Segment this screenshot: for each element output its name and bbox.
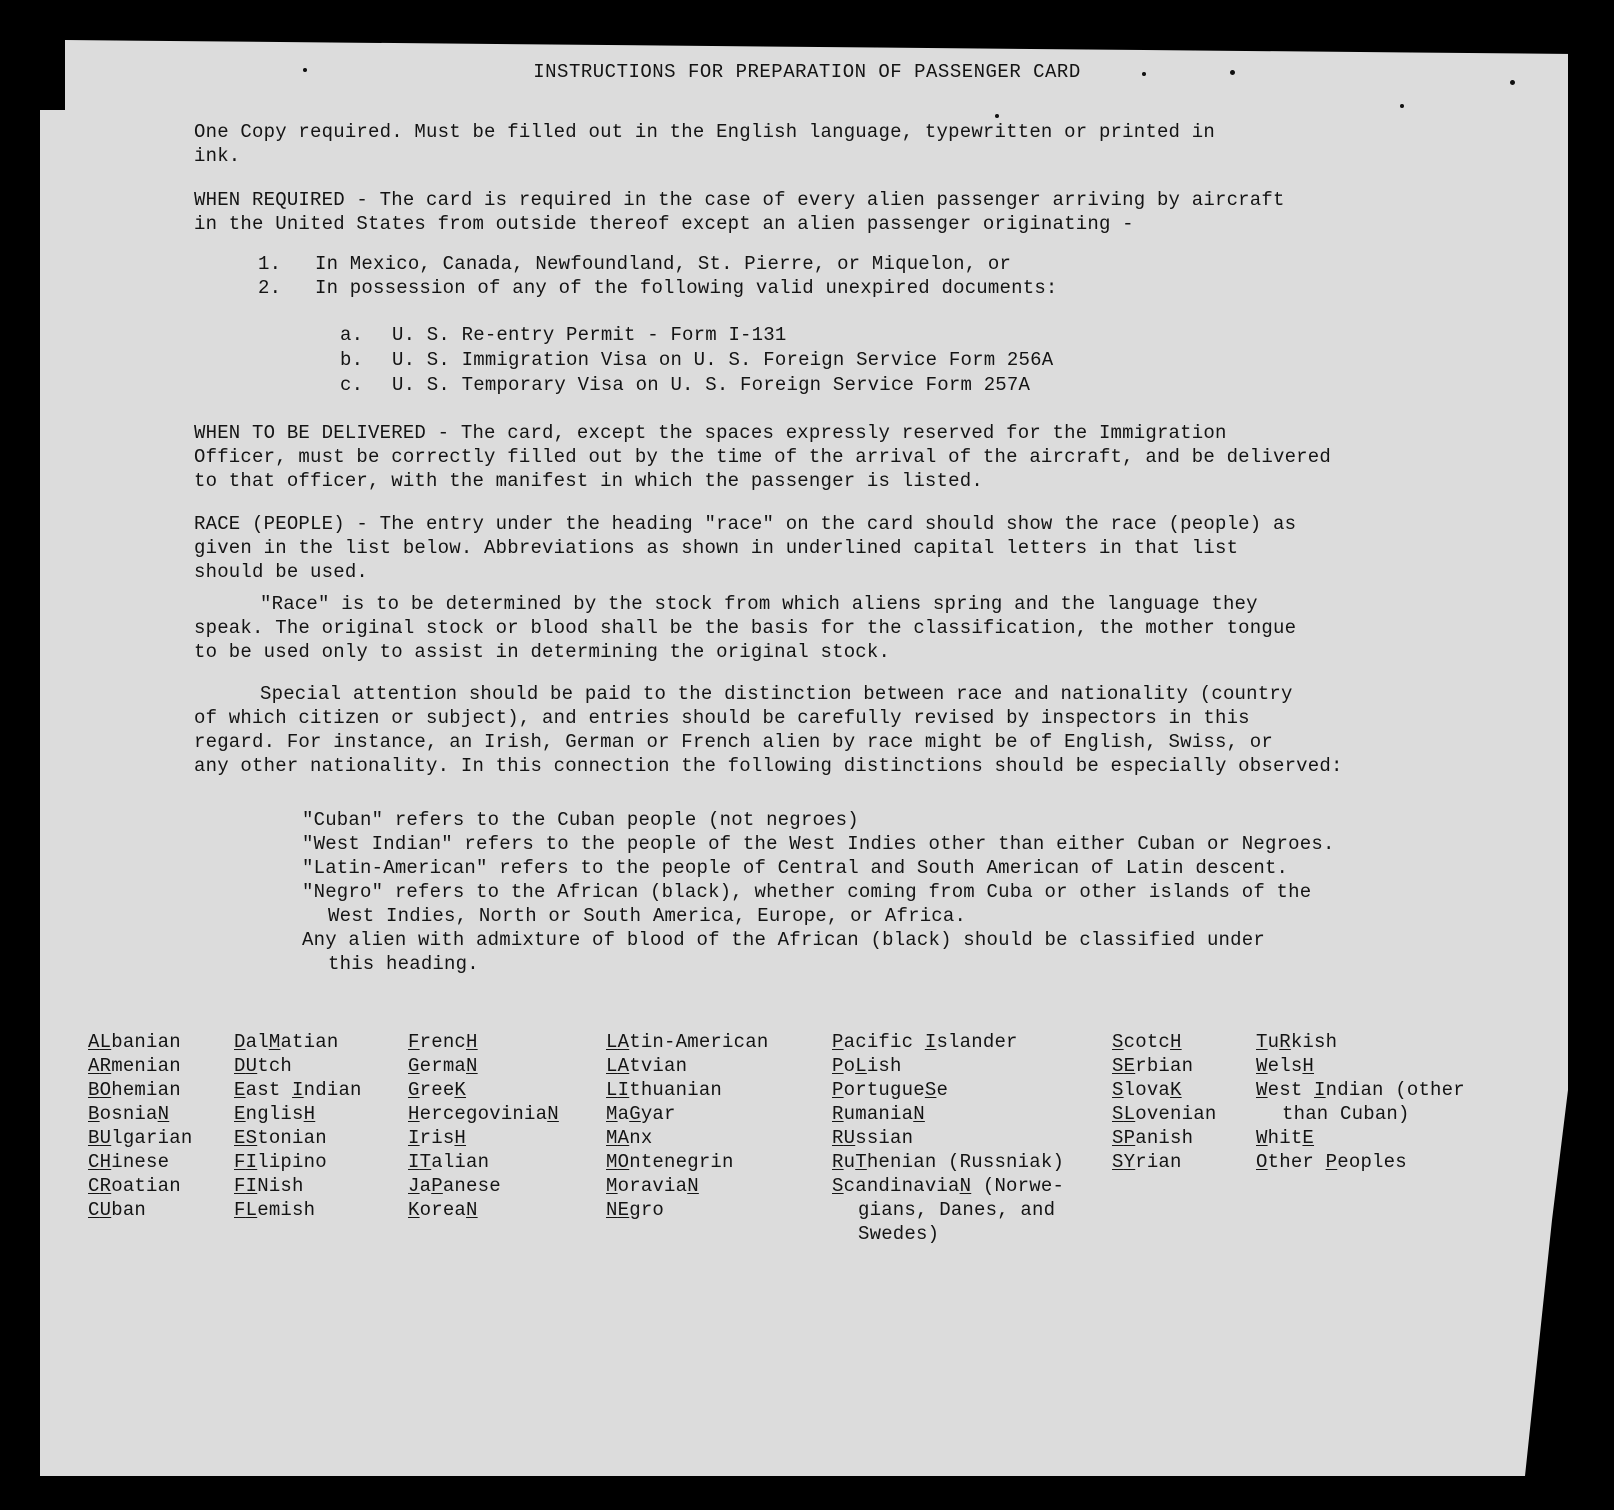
text-line: regard. For instance, an Irish, German or French alien by race might be of English, Swiss, or xyxy=(194,731,1273,753)
documents-list xyxy=(340,323,1053,398)
race-definition-paragraph xyxy=(194,592,1524,664)
race-column xyxy=(1256,1030,1465,1174)
race-item: SYrian xyxy=(1112,1151,1182,1173)
list-item xyxy=(340,323,1053,348)
list-letter: a. xyxy=(340,324,364,346)
race-item: West Indian (other xyxy=(1256,1079,1465,1101)
race-item: FINish xyxy=(234,1175,304,1197)
race-column xyxy=(88,1030,192,1222)
race-item: DalMatian xyxy=(234,1031,339,1053)
intro-line: One Copy required. Must be filled out in the English language, typewritten or printed in xyxy=(194,121,1215,143)
race-item: TuRkish xyxy=(1256,1031,1338,1053)
race-paragraph xyxy=(194,512,1524,584)
race-item: GermaN xyxy=(408,1055,478,1077)
race-column xyxy=(832,1030,1064,1246)
race-item: ScotcH xyxy=(1112,1031,1182,1053)
race-item: Swedes) xyxy=(858,1223,940,1245)
distinction-line: "Cuban" refers to the Cuban people (not negroes) xyxy=(302,809,859,831)
list-text: U. S. Re-entry Permit - Form I-131 xyxy=(392,324,787,346)
distinctions-list xyxy=(302,808,1562,976)
list-text: U. S. Temporary Visa on U. S. Foreign Service Form 257A xyxy=(392,374,1031,396)
distinction-line: this heading. xyxy=(328,953,479,975)
text-line: of which citizen or subject), and entries should be carefully revised by inspectors in this xyxy=(194,707,1250,729)
page-title: INSTRUCTIONS FOR PREPARATION OF PASSENGER CARD xyxy=(533,61,1081,83)
race-column xyxy=(606,1030,768,1222)
race-item: PortugueSe xyxy=(832,1079,949,1101)
distinction-line: West Indies, North or South America, Europe, or Africa. xyxy=(328,905,967,927)
race-item: SlovaK xyxy=(1112,1079,1182,1101)
race-item: MAnx xyxy=(606,1127,653,1149)
race-item: PoLish xyxy=(832,1055,902,1077)
text-line: any other nationality. In this connection the following distinctions should be especially observed: xyxy=(194,755,1343,777)
intro-paragraph xyxy=(194,120,1524,168)
race-item: JaPanese xyxy=(408,1175,501,1197)
race-item: HercegoviniaN xyxy=(408,1103,559,1125)
text-line: speak. The original stock or blood shall be the basis for the classification, the mother tongue xyxy=(194,617,1297,639)
race-item: GreeK xyxy=(408,1079,467,1101)
race-item: RUssian xyxy=(832,1127,914,1149)
special-attention-paragraph xyxy=(194,682,1594,778)
race-item: gians, Danes, and xyxy=(858,1199,1056,1221)
race-item: ITalian xyxy=(408,1151,490,1173)
race-item: ALbanian xyxy=(88,1031,181,1053)
race-item: NEgro xyxy=(606,1199,665,1221)
text-line: given in the list below. Abbreviations as shown in underlined capital letters in that list xyxy=(194,537,1239,559)
race-item: East Indian xyxy=(234,1079,362,1101)
race-item: ScandinaviaN (Norwe- xyxy=(832,1175,1065,1197)
text-line: WHEN TO BE DELIVERED - The card, except the spaces expressly reserved for the Immigration xyxy=(194,422,1227,444)
race-item: MaGyar xyxy=(606,1103,676,1125)
race-item: EStonian xyxy=(234,1127,327,1149)
race-item: BosniaN xyxy=(88,1103,170,1125)
text-line: in the United States from outside thereof except an alien passenger originating - xyxy=(194,213,1134,235)
list-item xyxy=(258,252,1058,276)
text-line: should be used. xyxy=(194,561,369,583)
race-item: MoraviaN xyxy=(606,1175,699,1197)
race-item: Other Peoples xyxy=(1256,1151,1407,1173)
race-item: LAtin-American xyxy=(606,1031,769,1053)
race-item: than Cuban) xyxy=(1282,1103,1410,1125)
distinction-line: "Latin-American" refers to the people of Central and South American of Latin descent. xyxy=(302,857,1289,879)
race-item: SLovenian xyxy=(1112,1103,1217,1125)
race-item: BOhemian xyxy=(88,1079,181,1101)
list-text: U. S. Immigration Visa on U. S. Foreign Service Form 256A xyxy=(392,349,1054,371)
race-column xyxy=(1112,1030,1216,1174)
race-item: FIlipino xyxy=(234,1151,327,1173)
race-item: Pacific Islander xyxy=(832,1031,1018,1053)
race-item: CHinese xyxy=(88,1151,170,1173)
race-item: SErbian xyxy=(1112,1055,1194,1077)
text-line: Special attention should be paid to the distinction between race and nationality (country xyxy=(260,683,1293,705)
race-item: BUlgarian xyxy=(88,1127,193,1149)
race-item: RuThenian (Russniak) xyxy=(832,1151,1065,1173)
text-line: RACE (PEOPLE) - The entry under the heading "race" on the card should show the race (people) as xyxy=(194,513,1297,535)
race-item: RumaniaN xyxy=(832,1103,925,1125)
when-required-paragraph xyxy=(194,188,1524,236)
text-line: Officer, must be correctly filled out by the time of the arrival of the aircraft, and be delivered xyxy=(194,446,1331,468)
list-text: In Mexico, Canada, Newfoundland, St. Pierre, or Miquelon, or xyxy=(315,253,1012,275)
list-item xyxy=(340,373,1053,398)
list-letter: b. xyxy=(340,349,364,371)
list-item xyxy=(258,276,1058,300)
list-number: 1. xyxy=(258,253,282,275)
race-item: IrisH xyxy=(408,1127,467,1149)
distinction-line: "West Indian" refers to the people of the West Indies other than either Cuban or Negroes. xyxy=(302,833,1335,855)
intro-line: ink. xyxy=(194,145,241,167)
text-line: to be used only to assist in determining the original stock. xyxy=(194,641,891,663)
text-line: WHEN REQUIRED - The card is required in the case of every alien passenger arriving by aircraft xyxy=(194,189,1285,211)
race-item: CUban xyxy=(88,1199,147,1221)
race-item: FrencH xyxy=(408,1031,478,1053)
race-column xyxy=(234,1030,362,1222)
race-item: CRoatian xyxy=(88,1175,181,1197)
origin-list xyxy=(258,252,1058,300)
race-item: LIthuanian xyxy=(606,1079,723,1101)
when-delivered-paragraph xyxy=(194,421,1524,493)
list-text: In possession of any of the following valid unexpired documents: xyxy=(315,277,1058,299)
list-letter: c. xyxy=(340,374,364,396)
race-item: EnglisH xyxy=(234,1103,316,1125)
race-item: FLemish xyxy=(234,1199,316,1221)
race-item: ARmenian xyxy=(88,1055,181,1077)
list-number: 2. xyxy=(258,277,282,299)
race-item: MOntenegrin xyxy=(606,1151,734,1173)
text-line: "Race" is to be determined by the stock from which aliens spring and the language they xyxy=(260,593,1258,615)
distinction-line: "Negro" refers to the African (black), whether coming from Cuba or other islands of the xyxy=(302,881,1312,903)
text-line: to that officer, with the manifest in which the passenger is listed. xyxy=(194,470,983,492)
race-item: WelsH xyxy=(1256,1055,1315,1077)
race-item: WhitE xyxy=(1256,1127,1315,1149)
list-item xyxy=(340,348,1053,373)
race-column xyxy=(408,1030,559,1222)
race-item: SPanish xyxy=(1112,1127,1194,1149)
race-item: KoreaN xyxy=(408,1199,478,1221)
race-item: DUtch xyxy=(234,1055,293,1077)
distinction-line: Any alien with admixture of blood of the African (black) should be classified under xyxy=(302,929,1265,951)
race-item: LAtvian xyxy=(606,1055,688,1077)
